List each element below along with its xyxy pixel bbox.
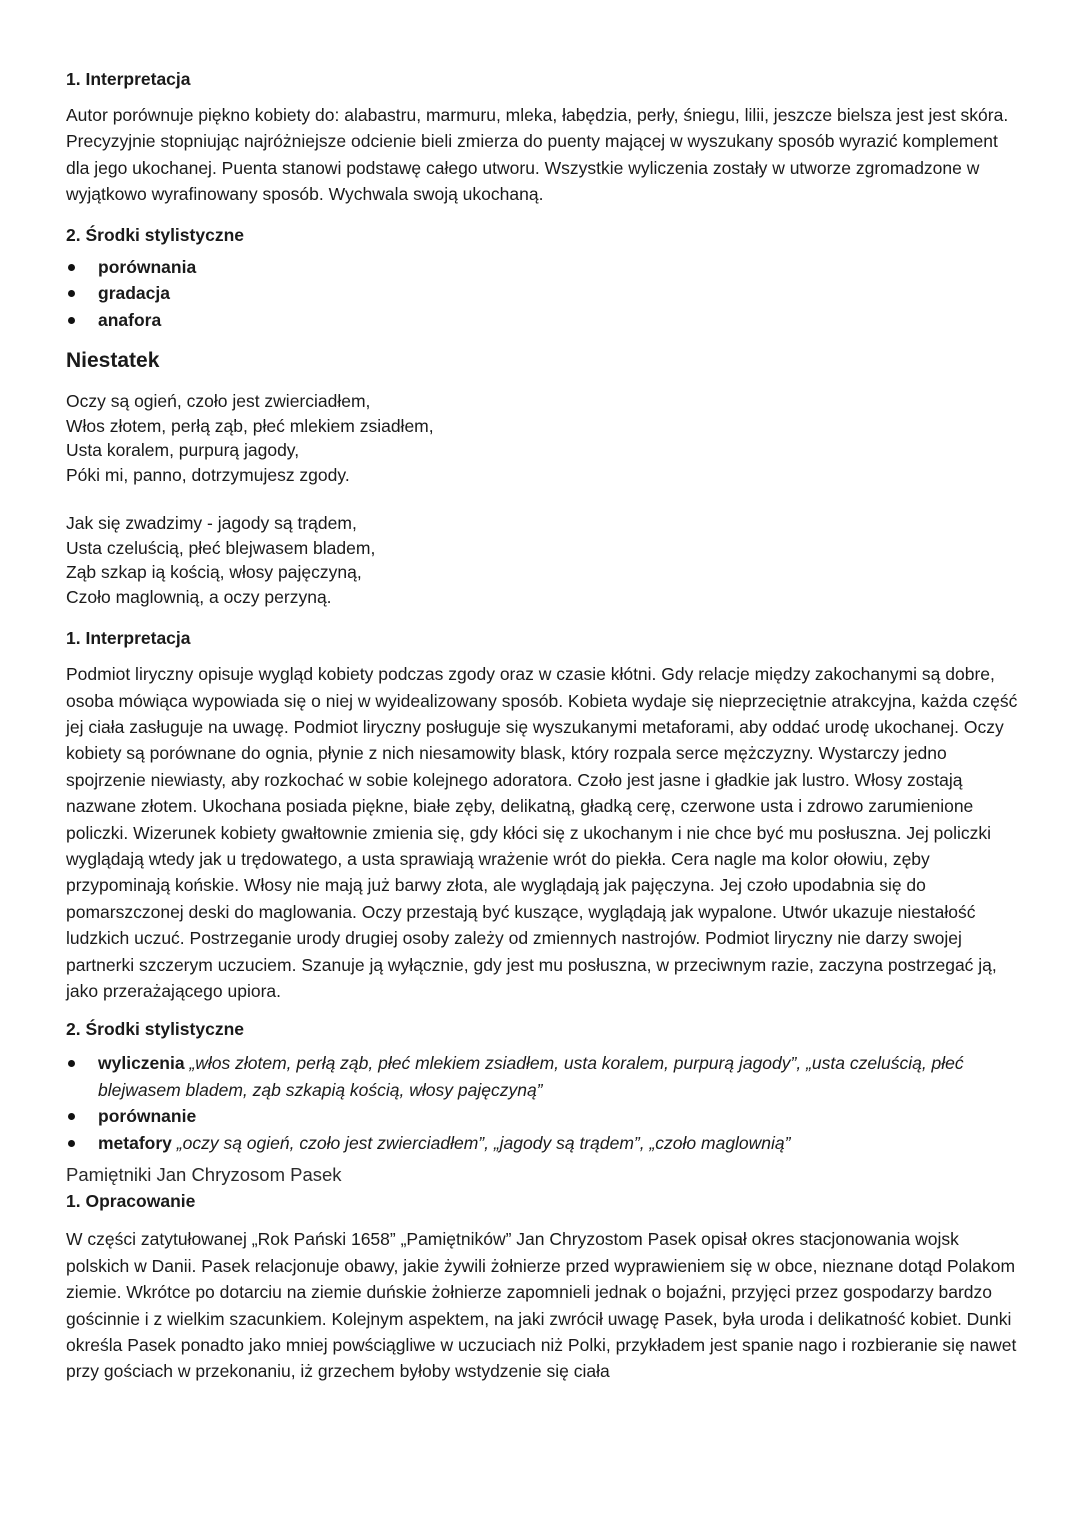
section-heading: 1. Opracowanie — [66, 1191, 196, 1212]
study-paragraph: W części zatytułowanej „Rok Pański 1658” „Pamiętników” Jan Chryzostom Pasek opisał okres stacjonowania wojsk polskich w Danii. Pasek relacjonuje obawy, jakie żywili żołnierze przed wyprawieniem się w obce, nieznane dotąd Polakom ziemie. Wkrótce po dotarciu na ziemie duńskie żołnierze zapomnieli jednak o bojaźni, przyjęci przez gospodarzy bardzo gościnnie i z wielkim szacunkiem. Kolejnym aspektem, na jaki zwrócił uwagę Pasek, była uroda i delikatność kobiet. Dunki określa Pasek ponadto jako mniej powściągliwe w uczuciach niż Polki, przykładem jest spanie nago i rozbieranie się nawet przy gościach w przekonaniu, iż grzechem byłoby wstydzenie się ciała — [66, 1229, 1017, 1382]
poem-stanza — [66, 389, 1020, 487]
poem-line: Usta koralem, purpurą jagody, — [66, 440, 300, 461]
poem-line: Usta czeluścią, płeć blejwasem bladem, — [66, 537, 376, 558]
poem-title: Niestatek — [66, 349, 160, 373]
stylistic-devices-list — [66, 254, 1020, 334]
poem-line: Włos złotem, perłą ząb, płeć mlekiem zsiadłem, — [66, 415, 434, 436]
list-item: porównania — [66, 254, 1020, 281]
poem-stanza — [66, 511, 1020, 609]
poem-line: Ząb szkap ią kością, włosy pajęczyną, — [66, 562, 362, 583]
section-heading: 1. Interpretacja — [66, 628, 191, 649]
poem-line: Póki mi, panno, dotrzymujesz zgody. — [66, 464, 350, 485]
section-heading: 2. Środki stylistyczne — [66, 1019, 244, 1040]
device-term: porównanie — [98, 1106, 197, 1127]
poem-line: Jak się zwadzimy - jagody są trądem, — [66, 513, 357, 534]
section-heading: 2. Środki stylistyczne — [66, 224, 244, 245]
device-quote: „włos złotem, perłą ząb, płeć mlekiem zsiadłem, usta koralem, purpurą jagody”, „usta czeluścią, płeć blejwasem bladem, ząb szkapią kością, włosy pajęczyną” — [98, 1053, 964, 1100]
stylistic-devices-list — [66, 1050, 1020, 1156]
interpretation-paragraph: Podmiot liryczny opisuje wygląd kobiety podczas zgody oraz w czasie kłótni. Gdy relacje między zakochanymi są dobre, osoba mówiąca wypowiada się o niej w wyidealizowany sposób. Kobieta wydaje się nieprzeciętnie atrakcyjna, każda część jej ciała zasługuje na uwagę. Podmiot liryczny posługuje się wyszukanymi metaforami, aby oddać urodę ukochanej. Oczy kobiety są porównane do ognia, płynie z nich niesamowity blask, który rozpala serce mężczyzny. Wystarczy jedno spojrzenie niewiasty, aby rozkochać w sobie kolejnego adoratora. Czoło jest jasne i gładkie jak lustro. Włosy zostają nazwane złotem. Ukochana posiada piękne, białe zęby, delikatną, gładką cerę, czerwone usta i zdrowo zarumienione policzki. Wizerunek kobiety gwałtownie zmienia się, gdy kłóci się z ukochanym i nie chce być mu posłuszna. Jej policzki wyglądają wtedy jak u trędowatego, a usta sprawiają wrażenie wrót do piekła. Cera nagle ma kolor ołowiu, zęby przypominają końskie. Włosy nie mają już barwy złota, ale wyglądają jak pajęczyna. Jej czoło upodabnia się do pomarszczonej deski do maglowania. Oczy przestają być kuszące, wyglądają jak wypalone. Utwór ukazuje niestałość ludzkich uczuć. Postrzeganie urody drugiej osoby zależy od zmiennych nastrojów. Podmiot liryczny nie darzy swojej partnerki szczerym uczuciem. Szanuje ją wyłącznie, gdy jest mu posłuszna, w przeciwnym razie, zaczyna postrzegać ją, jako przerażającego upiora. — [66, 664, 1018, 1001]
device-quote: „oczy są ogień, czoło jest zwierciadłem”, „jagody są trądem”, „czoło maglownią” — [171, 1132, 791, 1153]
list-item: anafora — [66, 307, 1020, 334]
poem-line: Oczy są ogień, czoło jest zwierciadłem, — [66, 391, 371, 412]
device-term: metafory — [98, 1132, 172, 1153]
work-title: Pamiętniki Jan Chryzosom Pasek — [66, 1164, 342, 1186]
interpretation-paragraph: Autor porównuje piękno kobiety do: alabastru, marmuru, mleka, łabędzia, perły, śniegu, lilii, jeszcze bielsza jest jest skóra. Precyzyjnie stopniując najróżniejsze odcienie bieli zmierza do puenty mającej w wyszukany sposób wyrazić komplement dla jego ukochanej. Puenta stanowi podstawę całego utworu. Wszystkie wyliczenia zostały w utworze zgromadzone w wyjątkowo wyrafinowany sposób. Wychwala swoją ukochaną. — [66, 105, 1009, 205]
poem-line: Czoło maglownią, a oczy perzyną. — [66, 586, 332, 607]
list-item — [66, 1130, 1020, 1157]
device-term: wyliczenia — [98, 1053, 185, 1074]
section-heading: 1. Interpretacja — [66, 69, 191, 89]
list-item: gradacja — [66, 280, 1020, 307]
list-item — [66, 1103, 1020, 1130]
list-item — [66, 1050, 1020, 1103]
